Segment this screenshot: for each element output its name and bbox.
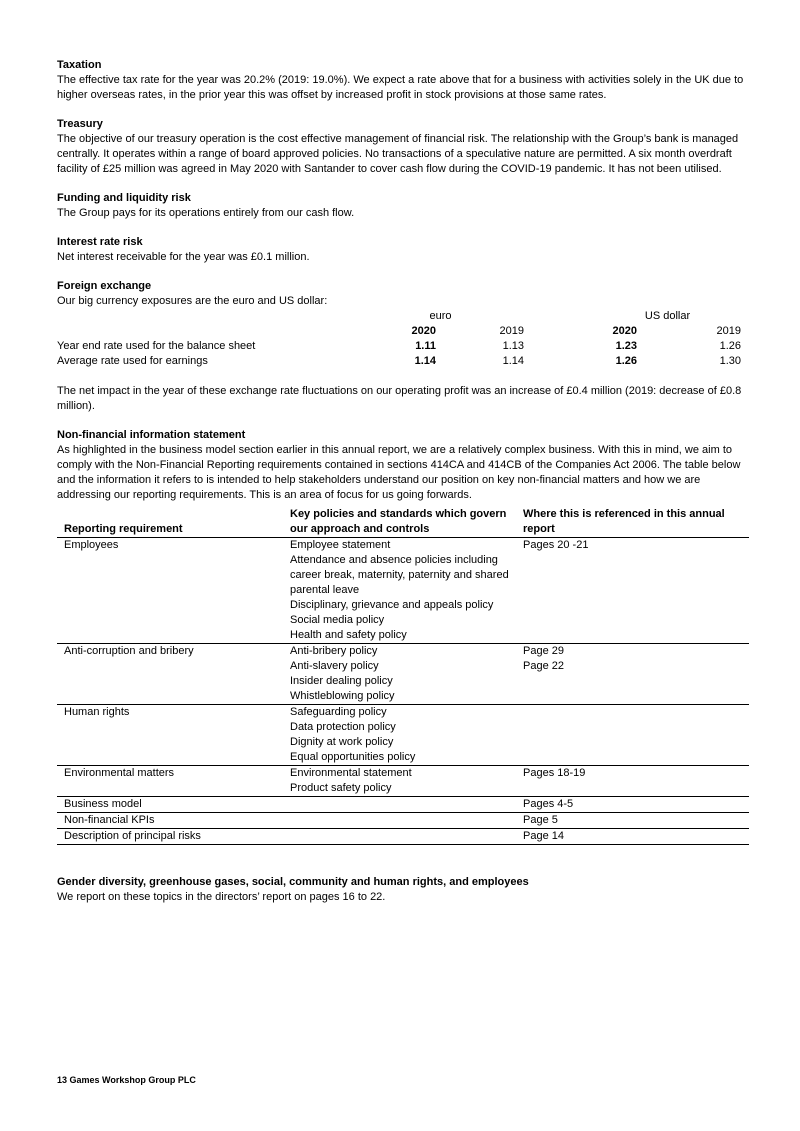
reference-item: Page 22 (523, 659, 564, 672)
reference-item: Pages 20 -21 (523, 538, 589, 551)
fx-currency-usd: US dollar (644, 310, 691, 322)
treasury-section (57, 117, 749, 177)
policy-item: Social media policy (290, 613, 385, 626)
nonfin-col-header: Reporting requirement (57, 505, 283, 537)
nonfin-col-header: Key policies and standards which govern our approach and controls (283, 505, 516, 537)
policy-item: Environmental statement (290, 766, 412, 779)
policies-cell (283, 812, 516, 828)
nonfin-section (57, 428, 749, 845)
taxation-heading: Taxation (57, 59, 102, 71)
fx-section (57, 279, 749, 414)
policies-cell (283, 704, 516, 765)
policies-cell (283, 537, 516, 643)
fx-value: 1.14 (502, 355, 524, 367)
gender-heading: Gender diversity, greenhouse gases, social, community and human rights, and employees (57, 875, 529, 888)
interest-heading: Interest rate risk (57, 236, 143, 248)
policy-item: Anti-slavery policy (290, 659, 379, 672)
reference-cell (516, 765, 749, 796)
fx-table (57, 309, 741, 369)
page-footer: 13 Games Workshop Group PLC (57, 1075, 196, 1085)
policy-item: Product safety policy (290, 781, 392, 794)
policies-cell (283, 643, 516, 704)
interest-body: Net interest receivable for the year was £0.1 million. (57, 251, 310, 263)
reference-cell (516, 704, 749, 765)
reference-cell (516, 828, 749, 844)
funding-heading: Funding and liquidity risk (57, 192, 191, 204)
reference-item: Pages 4-5 (523, 797, 574, 810)
reference-cell (516, 812, 749, 828)
reference-item: Pages 18-19 (523, 766, 586, 779)
nonfin-heading: Non-financial information statement (57, 429, 246, 441)
policy-item: Insider dealing policy (290, 674, 393, 687)
treasury-body: The objective of our treasury operation is the cost effective management of financial risk. The relationship with the Group’s bank is managed centrally. It operates within a range of board approved policies. No transactions of a speculative nature are permitted. A six month overdraft facility of £25 million was agreed in May 2020 with Santander to cover cash flow during the COVID-19 pandemic. It has not been utilised. (57, 133, 739, 175)
table-row (57, 704, 749, 765)
policy-item: Whistleblowing policy (290, 689, 395, 702)
reference-cell (516, 537, 749, 643)
policy-item: Dignity at work policy (290, 735, 394, 748)
taxation-section (57, 58, 749, 103)
reference-item: Page 29 (523, 644, 564, 657)
policy-item: Disciplinary, grievance and appeals policy (290, 598, 494, 611)
policy-item: Safeguarding policy (290, 705, 387, 718)
policies-cell (283, 828, 516, 844)
taxation-body: The effective tax rate for the year was 20.2% (2019: 19.0%). We expect a rate above that for a business with activities solely in the UK due to higher overseas rates, in the prior year this was offset by increased profit in stock provisions at those same rates. (57, 74, 744, 101)
fx-year: 2020 (411, 325, 436, 337)
nonfin-body: As highlighted in the business model section earlier in this annual report, we are a relatively complex business. With this in mind, we aim to comply with the Non-Financial Reporting requirements contained in sections 414CA and 414CB of the Companies Act 2006. The table below and the information it refers to is intended to help stakeholders understand our position on key non-financial matters and how we are addressing our reporting requirements. This is an area of focus for us going forwards. (57, 444, 741, 501)
nonfin-col-header: Where this is referenced in this annual report (516, 505, 749, 537)
fx-heading: Foreign exchange (57, 280, 152, 292)
reference-cell (516, 796, 749, 812)
requirement-cell: Environmental matters (57, 765, 283, 796)
reference-item: Page 14 (523, 829, 564, 842)
requirement-cell: Description of principal risks (57, 828, 283, 844)
fx-year: 2019 (716, 325, 741, 337)
reference-item: Page 5 (523, 813, 558, 826)
fx-currency-row (57, 309, 741, 324)
table-row (57, 765, 749, 796)
policy-item: Attendance and absence policies including career break, maternity, paternity and shared parental leave (290, 553, 509, 596)
funding-section (57, 191, 749, 221)
gender-body: We report on these topics in the directors’ report on pages 16 to 22. (57, 890, 386, 903)
fx-year: 2019 (499, 325, 524, 337)
fx-value: 1.26 (615, 355, 637, 367)
requirement-cell: Human rights (57, 704, 283, 765)
fx-value: 1.23 (615, 340, 637, 352)
policy-item: Anti-bribery policy (290, 644, 378, 657)
interest-section (57, 235, 749, 265)
policy-item: Health and safety policy (290, 628, 407, 641)
table-row (57, 812, 749, 828)
treasury-heading: Treasury (57, 118, 103, 130)
reference-cell (516, 643, 749, 704)
requirement-cell: Anti-corruption and bribery (57, 643, 283, 704)
fx-value: 1.14 (414, 355, 436, 367)
requirement-cell: Business model (57, 796, 283, 812)
fx-currency-euro: euro (429, 310, 452, 322)
fx-row-label: Year end rate used for the balance sheet (57, 340, 256, 352)
document-page (57, 58, 749, 905)
policies-cell (283, 796, 516, 812)
fx-row (57, 354, 741, 369)
fx-row-label: Average rate used for earnings (57, 355, 208, 367)
fx-value: 1.13 (502, 340, 524, 352)
fx-value: 1.30 (719, 355, 741, 367)
table-row (57, 537, 749, 643)
fx-value: 1.11 (415, 340, 436, 352)
nonfin-table (57, 505, 749, 845)
policies-cell (283, 765, 516, 796)
table-row (57, 828, 749, 844)
policy-item: Equal opportunities policy (290, 750, 416, 763)
requirement-cell: Employees (57, 537, 283, 643)
fx-note: The net impact in the year of these exchange rate fluctuations on our operating profit was an increase of £0.4 million (2019: decrease of £0.8 million). (57, 385, 742, 412)
table-row (57, 643, 749, 704)
funding-body: The Group pays for its operations entirely from our cash flow. (57, 207, 355, 219)
fx-year: 2020 (612, 325, 637, 337)
fx-year-row (57, 324, 741, 339)
requirement-cell: Non-financial KPIs (57, 812, 283, 828)
policy-item: Data protection policy (290, 720, 396, 733)
fx-row (57, 339, 741, 354)
gender-section (57, 875, 749, 905)
table-row (57, 796, 749, 812)
policy-item: Employee statement (290, 538, 391, 551)
fx-intro: Our big currency exposures are the euro and US dollar: (57, 295, 328, 307)
nonfin-header-row (57, 505, 749, 537)
fx-value: 1.26 (719, 340, 741, 352)
